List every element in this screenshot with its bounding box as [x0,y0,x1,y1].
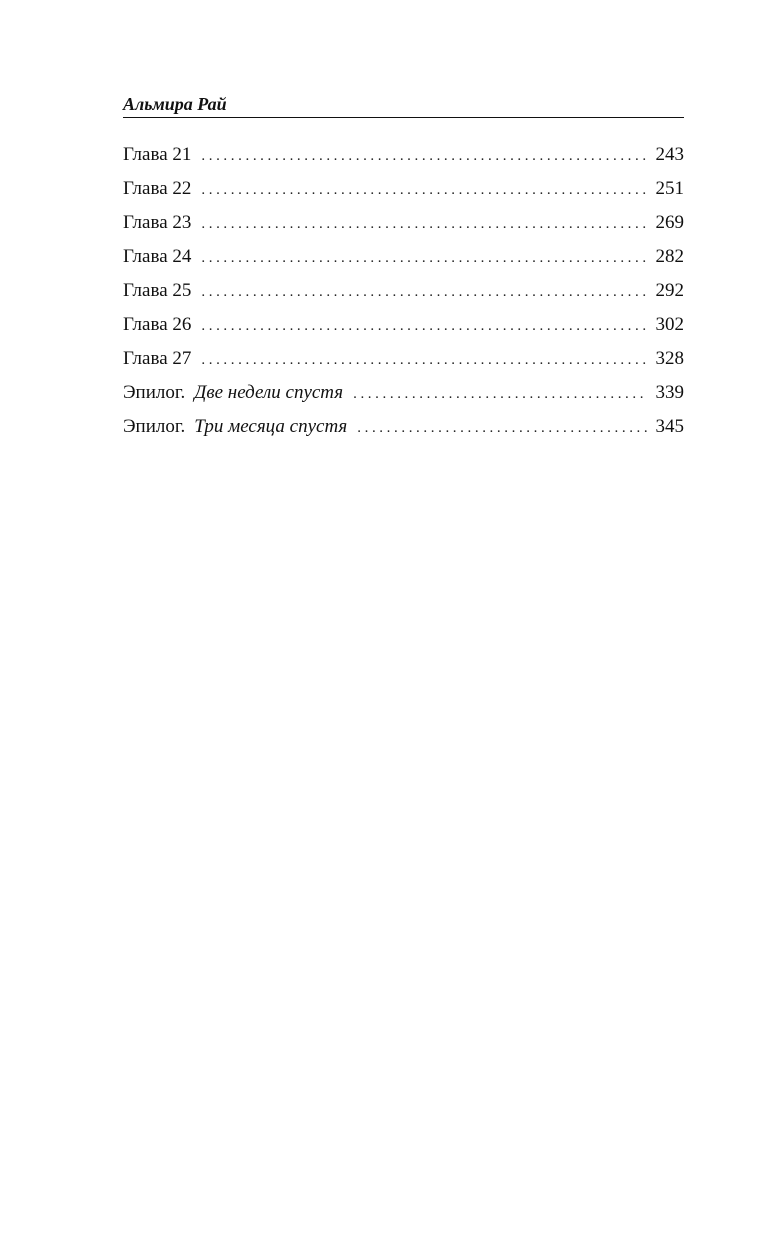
running-header [123,93,684,118]
toc-page-number: 269 [655,212,684,233]
toc-page-number: 345 [655,416,684,437]
toc-page-number: 339 [655,382,684,403]
dot-leader [357,415,647,441]
toc-entry-subtitle: Три месяца спустя [194,416,348,437]
toc-entry-label: Глава 23 [123,212,192,233]
toc-page-number: 282 [655,246,684,267]
toc-entry-prefix: Эпилог. [123,416,186,437]
toc-entry-label: Глава 24 [123,246,192,267]
toc-entry-label [123,380,343,406]
dot-leader [201,347,647,373]
toc-entry-chapter-23[interactable] [123,210,684,244]
toc-entry-chapter-24[interactable] [123,244,684,278]
toc-entry-subtitle: Две недели спустя [194,382,344,403]
toc-entry-chapter-26[interactable] [123,312,684,346]
toc-page-number: 328 [655,348,684,369]
toc-entry-label: Глава 26 [123,314,192,335]
toc-entry-chapter-21[interactable] [123,142,684,176]
dot-leader [201,245,647,271]
toc-entry-label: Глава 27 [123,348,192,369]
dot-leader [201,279,647,305]
toc-entry-label: Глава 21 [123,144,192,165]
toc-entry-prefix: Эпилог. [123,382,186,403]
toc-page-number: 251 [655,178,684,199]
dot-leader [201,211,647,237]
toc-entry-chapter-25[interactable] [123,278,684,312]
dot-leader [201,177,647,203]
toc-entry-epilogue-1[interactable] [123,380,684,414]
toc-page-number: 302 [655,314,684,335]
toc-entry-label [123,414,347,440]
toc-page-number: 292 [655,280,684,301]
toc-page-number: 243 [655,144,684,165]
dot-leader [353,381,647,407]
toc-entry-chapter-22[interactable] [123,176,684,210]
toc-entry-chapter-27[interactable] [123,346,684,380]
dot-leader [201,313,647,339]
table-of-contents [123,142,684,448]
toc-entry-epilogue-2[interactable] [123,414,684,448]
author-name: Альмира Рай [123,94,227,114]
toc-entry-label: Глава 25 [123,280,192,301]
toc-entry-label: Глава 22 [123,178,192,199]
dot-leader [201,143,647,169]
